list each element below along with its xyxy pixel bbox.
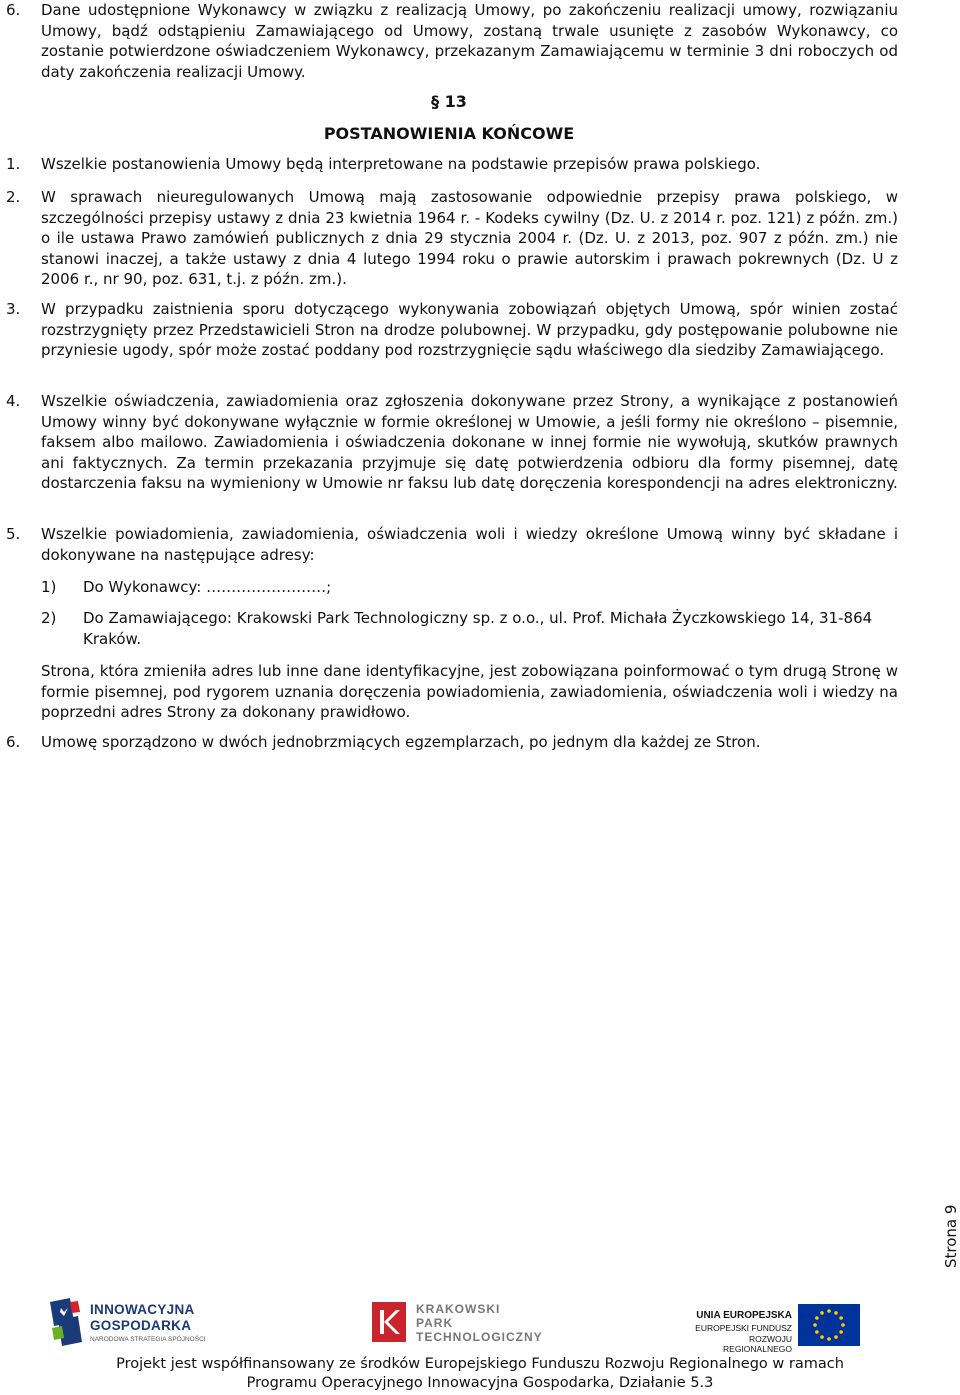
ig-emblem-icon	[48, 1298, 84, 1348]
paragraph-5	[6, 524, 898, 565]
kpt-emblem-icon	[372, 1302, 408, 1342]
paragraph-6	[6, 732, 898, 753]
eu-line3: ROZWOJU REGIONALNEGO	[723, 1334, 792, 1354]
paragraph-number: 6.	[6, 1, 21, 19]
kpt-line3: TECHNOLOGICZNY	[416, 1330, 543, 1344]
eu-star-icon	[815, 1330, 819, 1334]
eu-star-icon	[834, 1311, 838, 1315]
eu-line2: EUROPEJSKI FUNDUSZ	[695, 1323, 792, 1333]
paragraph-1	[6, 154, 898, 175]
paragraph-number: 5.	[6, 525, 21, 543]
kpt-line1: KRAKOWSKI	[416, 1302, 501, 1316]
section-title: POSTANOWIENIA KOŃCOWE	[323, 124, 575, 143]
kpt-line2: PARK	[416, 1316, 454, 1330]
footer-line-1: Projekt jest współfinansowany ze środków Europejskiego Funduszu Rozwoju Regionalnego w ramach	[116, 1356, 844, 1372]
item-text: Do Wykonawcy: ……………………;	[83, 578, 332, 596]
paragraph-3	[6, 299, 898, 361]
paragraph-4	[6, 391, 898, 494]
paragraph-text: Umowę sporządzono w dwóch jednobrzmiących egzemplarzach, po jednym dla każdej ze Stron.	[41, 733, 761, 751]
eu-logo	[680, 1298, 880, 1354]
eu-star-icon	[839, 1330, 843, 1334]
paragraph-6-prev	[6, 0, 898, 82]
ig-line3: NARODOWA STRATEGIA SPÓJNOŚCI	[90, 1336, 206, 1343]
footer-line-2: Programu Operacyjnego Innowacyjna Gospodarka, Działanie 5.3	[246, 1375, 714, 1391]
eu-star-icon	[839, 1316, 843, 1320]
address-item-2	[41, 608, 898, 649]
paragraph-2	[6, 187, 898, 290]
item-number: 2)	[41, 609, 57, 627]
paragraph-text: W sprawach nieuregulowanych Umową mają zastosowanie odpowiednie przepisy prawa polskiego, w szczególności przepisy ustawy z dnia 23 kwietnia 1964 r. - Kodeks cywilny (Dz. U. z 2014 r. poz. 121) z późn. zm.) o ile ustawa Prawo zamówień publicznych z dnia 29 stycznia 2004 r. (Dz. U. z 2013, poz. 907 z późn. zm.) nie stanowi inaczej, a także ustawy z dnia 4 lutego 1994 roku o prawie autorskim i prawach pokrewnych (Dz. U z 2006 r., nr 90, poz. 631, t.j. z późn. zm.).	[41, 188, 898, 288]
paragraph-number: 2.	[6, 188, 21, 206]
eu-star-icon	[820, 1335, 824, 1339]
paragraph-number: 3.	[6, 300, 21, 318]
item-number: 1)	[41, 578, 57, 596]
paragraph-text: Wszelkie oświadczenia, zawiadomienia oraz zgłoszenia dokonywane przez Strony, a wynikające z postanowień Umowy winny być dokonywane wyłącznie w formie określonej w Umowie, a jeśli formy nie określono – pisemnie, faksem albo mailowo. Zawiadomienia i oświadczenia dokonane w innej formie nie wywołują, skutków prawnych ani faktycznych. Za termin przekazania przyjmuje się datę potwierdzenia odbioru dla formy pisemnej, datę dostarczenia faksu na wymieniony w Umowie nr faksu lub datę doręczenia korespondencji na adres elektroniczny.	[41, 392, 898, 492]
eu-star-icon	[815, 1316, 819, 1320]
paragraph-number: 6.	[6, 733, 21, 751]
eu-flag-icon	[798, 1304, 860, 1346]
eu-star-icon	[820, 1311, 824, 1315]
section-symbol: § 13	[431, 92, 467, 111]
innowacyjna-gospodarka-logo	[48, 1298, 218, 1348]
item-text: Do Zamawiającego: Krakowski Park Technologiczny sp. z o.o., ul. Prof. Michała Życzkowskiego 14, 31-864 Kraków.	[83, 609, 873, 648]
page-number-label: Strona 9	[942, 1204, 960, 1268]
eu-star-icon	[813, 1323, 817, 1327]
paragraph-5-note	[6, 661, 898, 723]
eu-star-icon	[827, 1337, 831, 1341]
paragraph-number: 4.	[6, 392, 21, 410]
paragraph-text: Wszelkie powiadomienia, zawiadomienia, oświadczenia woli i wiedzy określone Umową winny być składane i dokonywane na następujące adresy:	[41, 525, 898, 564]
ig-line2: GOSPODARKA	[90, 1318, 192, 1333]
page-number	[920, 1180, 960, 1280]
paragraph-text: Strona, która zmieniła adres lub inne dane identyfikacyjne, jest zobowiązana poinformować o tym drugą Stronę w formie pisemnej, pod rygorem uznania doręczenia powiadomienia, zawiadomienia, oświadczenia woli i wiedzy na poprzedni adres Strony za dokonany prawidłowo.	[41, 662, 898, 721]
address-item-1	[41, 577, 898, 598]
paragraph-text: Dane udostępnione Wykonawcy w związku z realizacją Umowy, po zakończeniu realizacji umowy, rozwiązaniu Umowy, bądź odstąpieniu Zamawiającego od Umowy, zostaną trwale usunięte z zasobów Wykonawcy, co zostanie potwierdzone oświadczeniem Wykonawcy, przekazanym Zamawiającemu w terminie 3 dni roboczych od daty zakończenia realizacji Umowy.	[41, 1, 898, 81]
eu-star-icon	[841, 1323, 845, 1327]
kpt-logo	[372, 1298, 542, 1348]
paragraph-text: W przypadku zaistnienia sporu dotyczącego wykonywania zobowiązań objętych Umową, spór winien zostać rozstrzygnięty przez Przedstawicieli Stron na drodze polubownej. W przypadku, gdy postępowanie polubowne nie przyniesie ugody, spór może zostać poddany pod rozstrzygnięcie sądu właściwego dla siedziby Zamawiającego.	[41, 300, 898, 359]
eu-line1: UNIA EUROPEJSKA	[696, 1310, 792, 1321]
eu-star-icon	[827, 1309, 831, 1313]
eu-star-icon	[834, 1335, 838, 1339]
funding-footer	[0, 1355, 960, 1393]
paragraph-number: 1.	[6, 155, 21, 173]
ig-line1: INNOWACYJNA	[90, 1302, 195, 1317]
paragraph-text: Wszelkie postanowienia Umowy będą interpretowane na podstawie przepisów prawa polskiego.	[41, 155, 761, 173]
